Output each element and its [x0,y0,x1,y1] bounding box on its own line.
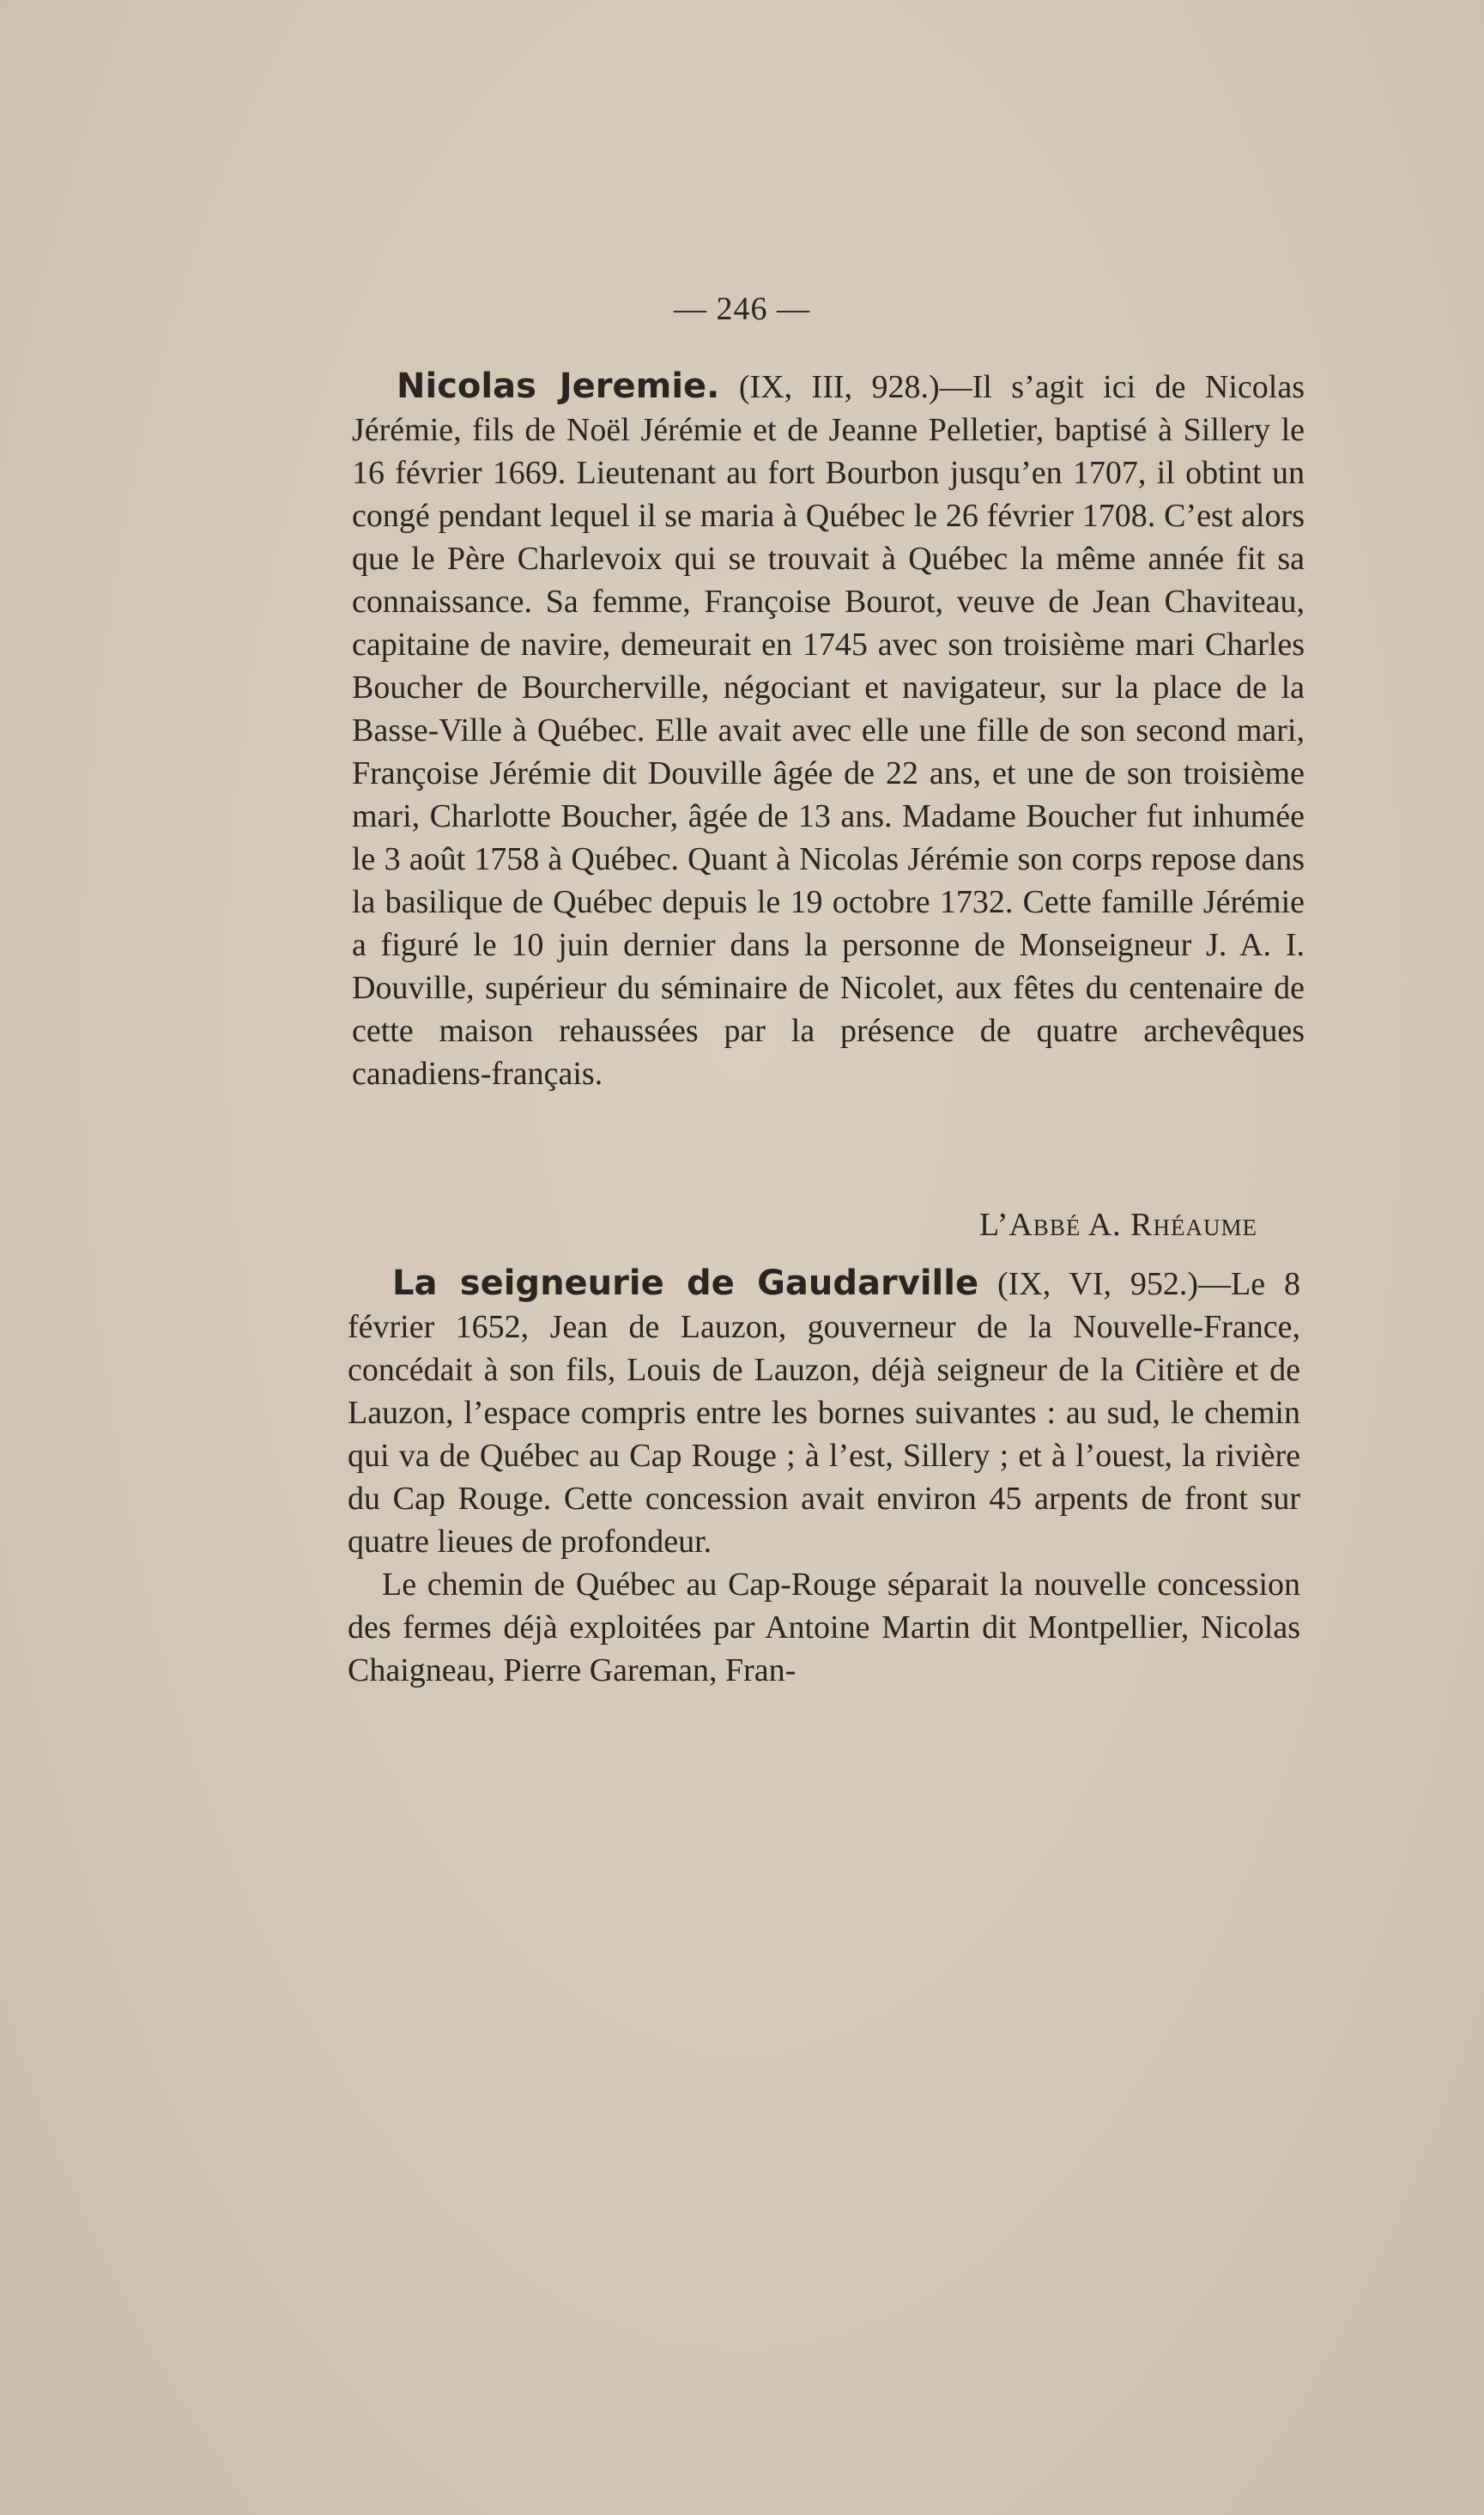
entry-paragraph-continued: Le chemin de Québec au Cap-Rouge séparait la nouvelle concession des fermes déjà exploitées par Antoine Martin dit Montpellier, Nicolas Chaigneau, Pierre Gareman, Fran- [348,1567,1300,1688]
page-number: — 246 — [674,291,810,327]
signature: L’Abbé A. Rhéaume [978,1207,1257,1243]
entry-body: (IX, VI, 952.)—Le 8 février 1652, Jean de Lauzon, gouverneur de la Nouvelle-France, concédait à son fils, Louis de Lauzon, déjà seigneur de la Citière et de Lauzon, l’espace compris entre les bornes suivantes : au sud, le chemin qui va de Québec au Cap Rouge ; à l’est, Sillery ; et à l’ouest, la rivière du Cap Rouge. Cette concession avait environ 45 arpents de front sur quatre lieues de profondeur. [348,1266,1301,1560]
entry-title: Nicolas Jeremie. [397,367,720,406]
entry-title: La seigneurie de Gaudarville [392,1264,979,1303]
entry-gaudarville [348,1262,1300,1692]
entry-jeremie [352,365,1305,1095]
entry-paragraph [348,1262,1300,1563]
entry-paragraph [352,365,1305,1095]
entry-body: (IX, III, 928.)—Il s’agit ici de Nicolas Jérémie, fils de Noël Jérémie et de Jeanne Pelletier, baptisé à Sillery le 16 février 1669. Lieutenant au fort Bourbon jusqu’en 1707, il obtint un congé pendant lequel il se maria à Québec le 26 février 1708. C’est alors que le Père Charlevoix qui se trouvait à Québec la même année fit sa connaissance. Sa femme, Françoise Bourot, veuve de Jean Chaviteau, capitaine de navire, demeurait en 1745 avec son troisième mari Charles Boucher de Bourcherville, négociant et navigateur, sur la place de la Basse-Ville à Québec. Elle avait avec elle une fille de son second mari, Françoise Jérémie dit Douville âgée de 22 ans, et une de son troisième mari, Charlotte Boucher, âgée de 13 ans. Madame Boucher fut inhumée le 3 août 1758 à Québec. Quant à Nicolas Jérémie son corps repose dans la basilique de Québec depuis le 19 octobre 1732. Cette famille Jérémie a figuré le 10 juin dernier dans la personne de Monseigneur J. A. I. Douville, supérieur du séminaire de Nicolet, aux fêtes du centenaire de cette maison rehaussées par la présence de quatre archevêques canadiens-français. [352,369,1305,1092]
